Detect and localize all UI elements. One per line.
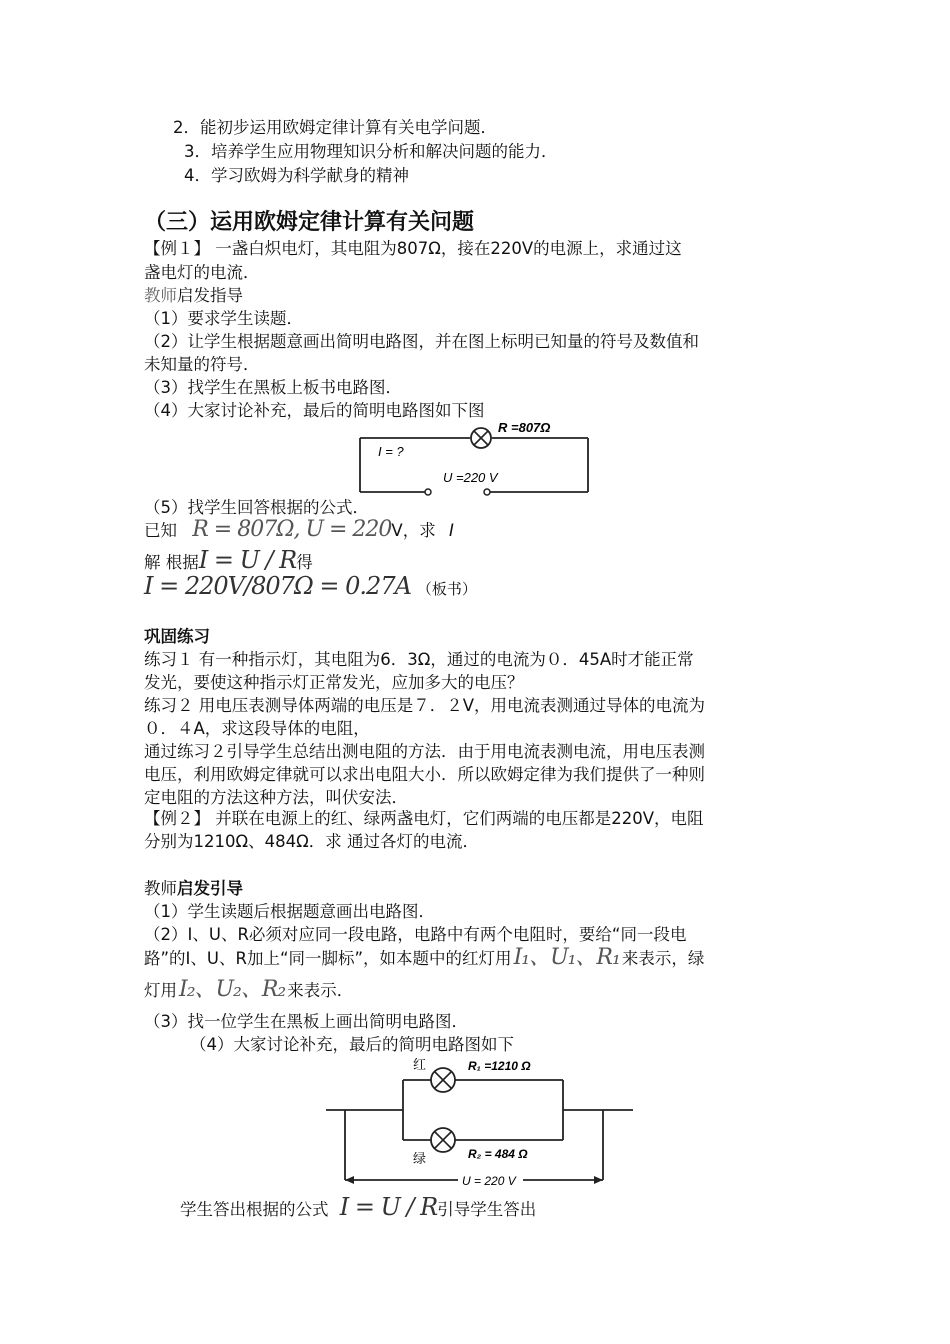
step2-line2-suffix: 来表示，绿 (621, 949, 705, 968)
step2-line3-text: 灯用 (144, 981, 177, 1000)
voltage-label: U =220 V (443, 470, 498, 485)
practice-line-6: 电压，利用欧姆定律就可以求出电阻大小．所以欧姆定律为我们提供了一种则 (144, 765, 705, 784)
step2-symbols-green: I₂、U₂、R₂ (179, 977, 286, 1002)
practice-line-4: ０．４A，求这段导体的电阻， (144, 719, 370, 738)
solve-prefix: 解 根据 (144, 553, 199, 572)
guide-prefix: 教师 (144, 286, 177, 305)
practice-line-2: 发光，要使这种指示灯正常发光，应加多大的电压？ (144, 673, 524, 692)
example2-step-4: （4）大家讨论补充，最后的简明电路图如下 (190, 1035, 514, 1054)
answer-formula: I = U / R (339, 1193, 438, 1221)
guide-rest: 启发指导 (177, 286, 243, 305)
given-suffix: V，求 (391, 521, 436, 540)
example2-step-1: （1）学生读题后根据题意画出电路图． (144, 902, 435, 921)
step2-symbols-red: I₁、U₁、R₁ (513, 945, 620, 970)
practice-title: 巩固练习 (144, 627, 210, 646)
lamp-resistance-label: R =807Ω (498, 420, 551, 435)
practice-line-5: 通过练习２引导学生总结出测电阻的方法．由于用电流表测电流，用电压表测 (144, 742, 705, 761)
given-prefix: 已知 (144, 521, 177, 540)
r1-label: R₁ =1210 Ω (468, 1059, 531, 1073)
terminal-right (484, 489, 490, 495)
practice-line-3: 练习２ 用电压表测导体两端的电压是７．２V，用电流表测通过导体的电流为 (144, 696, 706, 715)
practice-line-7: 定电阻的方法这种方法，叫伏安法． (144, 788, 408, 807)
u-label: U = 220 V (462, 1174, 516, 1188)
arrow-right-icon (594, 1176, 603, 1184)
green-lamp-icon (431, 1128, 455, 1152)
current-label: I = ? (378, 444, 404, 459)
example1-line1: 【例１】 一盏白炽电灯，其电阻为807Ω，接在220V的电源上，求通过这 (144, 239, 682, 258)
practice-line-1: 练习１ 有一种指示灯，其电阻为6．3Ω，通过的电流为０．45A时才能正常 (144, 650, 694, 669)
result-formula: I = 220V/807Ω = 0.27A (144, 572, 411, 600)
example1-guide-heading (144, 285, 243, 307)
red-lamp-icon (431, 1068, 455, 1092)
step2-line2-text: 路”的I、U、R加上“同一脚标”，如本题中的红灯用 (144, 949, 512, 968)
series-circuit-diagram (350, 420, 600, 500)
example2-step-2-line3 (144, 979, 353, 1002)
green-lamp-label: 绿 (413, 1151, 427, 1166)
r2-label: R₂ = 484 Ω (468, 1147, 528, 1161)
step2-line3-suffix: 来表示． (287, 981, 354, 1000)
section-title: （三）运用欧姆定律计算有关问题 (144, 210, 475, 235)
example2-step-2-line1: （2）I、U、R必须对应同一段电路，电路中有两个电阻时，要给“同一段电 (144, 925, 687, 944)
given-formula: R = 807Ω, U = 220 (192, 517, 392, 542)
example1-step-3: （3）找学生在黑板上板书电路图． (144, 378, 402, 397)
parallel-circuit-diagram (318, 1055, 648, 1195)
example2-line1: 【例２】 并联在电源上的红、绿两盏电灯，它们两端的电压都是220V，电阻 (144, 809, 704, 828)
objective-2: 2．能初步运用欧姆定律计算有关电学问题． (173, 118, 497, 137)
result-note: （板书） (416, 580, 477, 598)
example2-step-3: （3）找一位学生在黑板上画出简明电路图． (144, 1012, 468, 1031)
objective-3: 3．培养学生应用物理知识分析和解决问题的能力． (184, 142, 558, 161)
example2-line2: 分别为1210Ω、484Ω．求 通过各灯的电流． (144, 832, 479, 851)
example1-step-4: （4）大家讨论补充，最后的简明电路图如下图 (144, 401, 485, 420)
example1-step-5: （5）找学生回答根据的公式． (144, 498, 369, 517)
terminal-left (425, 489, 431, 495)
answer-suffix: 引导学生答出 (437, 1200, 537, 1219)
example2-answer (180, 1193, 537, 1221)
example2-step-2-line2 (144, 947, 704, 970)
solve-suffix: 得 (296, 553, 313, 572)
arrow-left-icon (345, 1176, 354, 1184)
example1-step-1: （1）要求学生读题． (144, 309, 303, 328)
example1-solve (144, 546, 313, 574)
given-unknown: I (448, 521, 454, 540)
objective-4: 4．学习欧姆为科学献身的精神 (184, 166, 409, 185)
example1-given (144, 519, 454, 542)
lamp-icon (471, 428, 491, 448)
ohm-formula: I = U / R (198, 546, 297, 574)
guide2-rest: 启发引导 (177, 879, 243, 898)
example1-result (144, 572, 477, 600)
example1-step-2-cont: 未知量的符号． (144, 355, 260, 374)
guide2-prefix: 教师 (144, 879, 177, 898)
example1-step-2: （2）让学生根据题意画出简明电路图，并在图上标明已知量的符号及数值和 (144, 332, 699, 351)
answer-prefix: 学生答出根据的公式 (180, 1200, 329, 1219)
red-lamp-label: 红 (413, 1057, 427, 1072)
example1-line2: 盏电灯的电流． (144, 263, 260, 282)
example2-guide-heading (144, 878, 243, 900)
